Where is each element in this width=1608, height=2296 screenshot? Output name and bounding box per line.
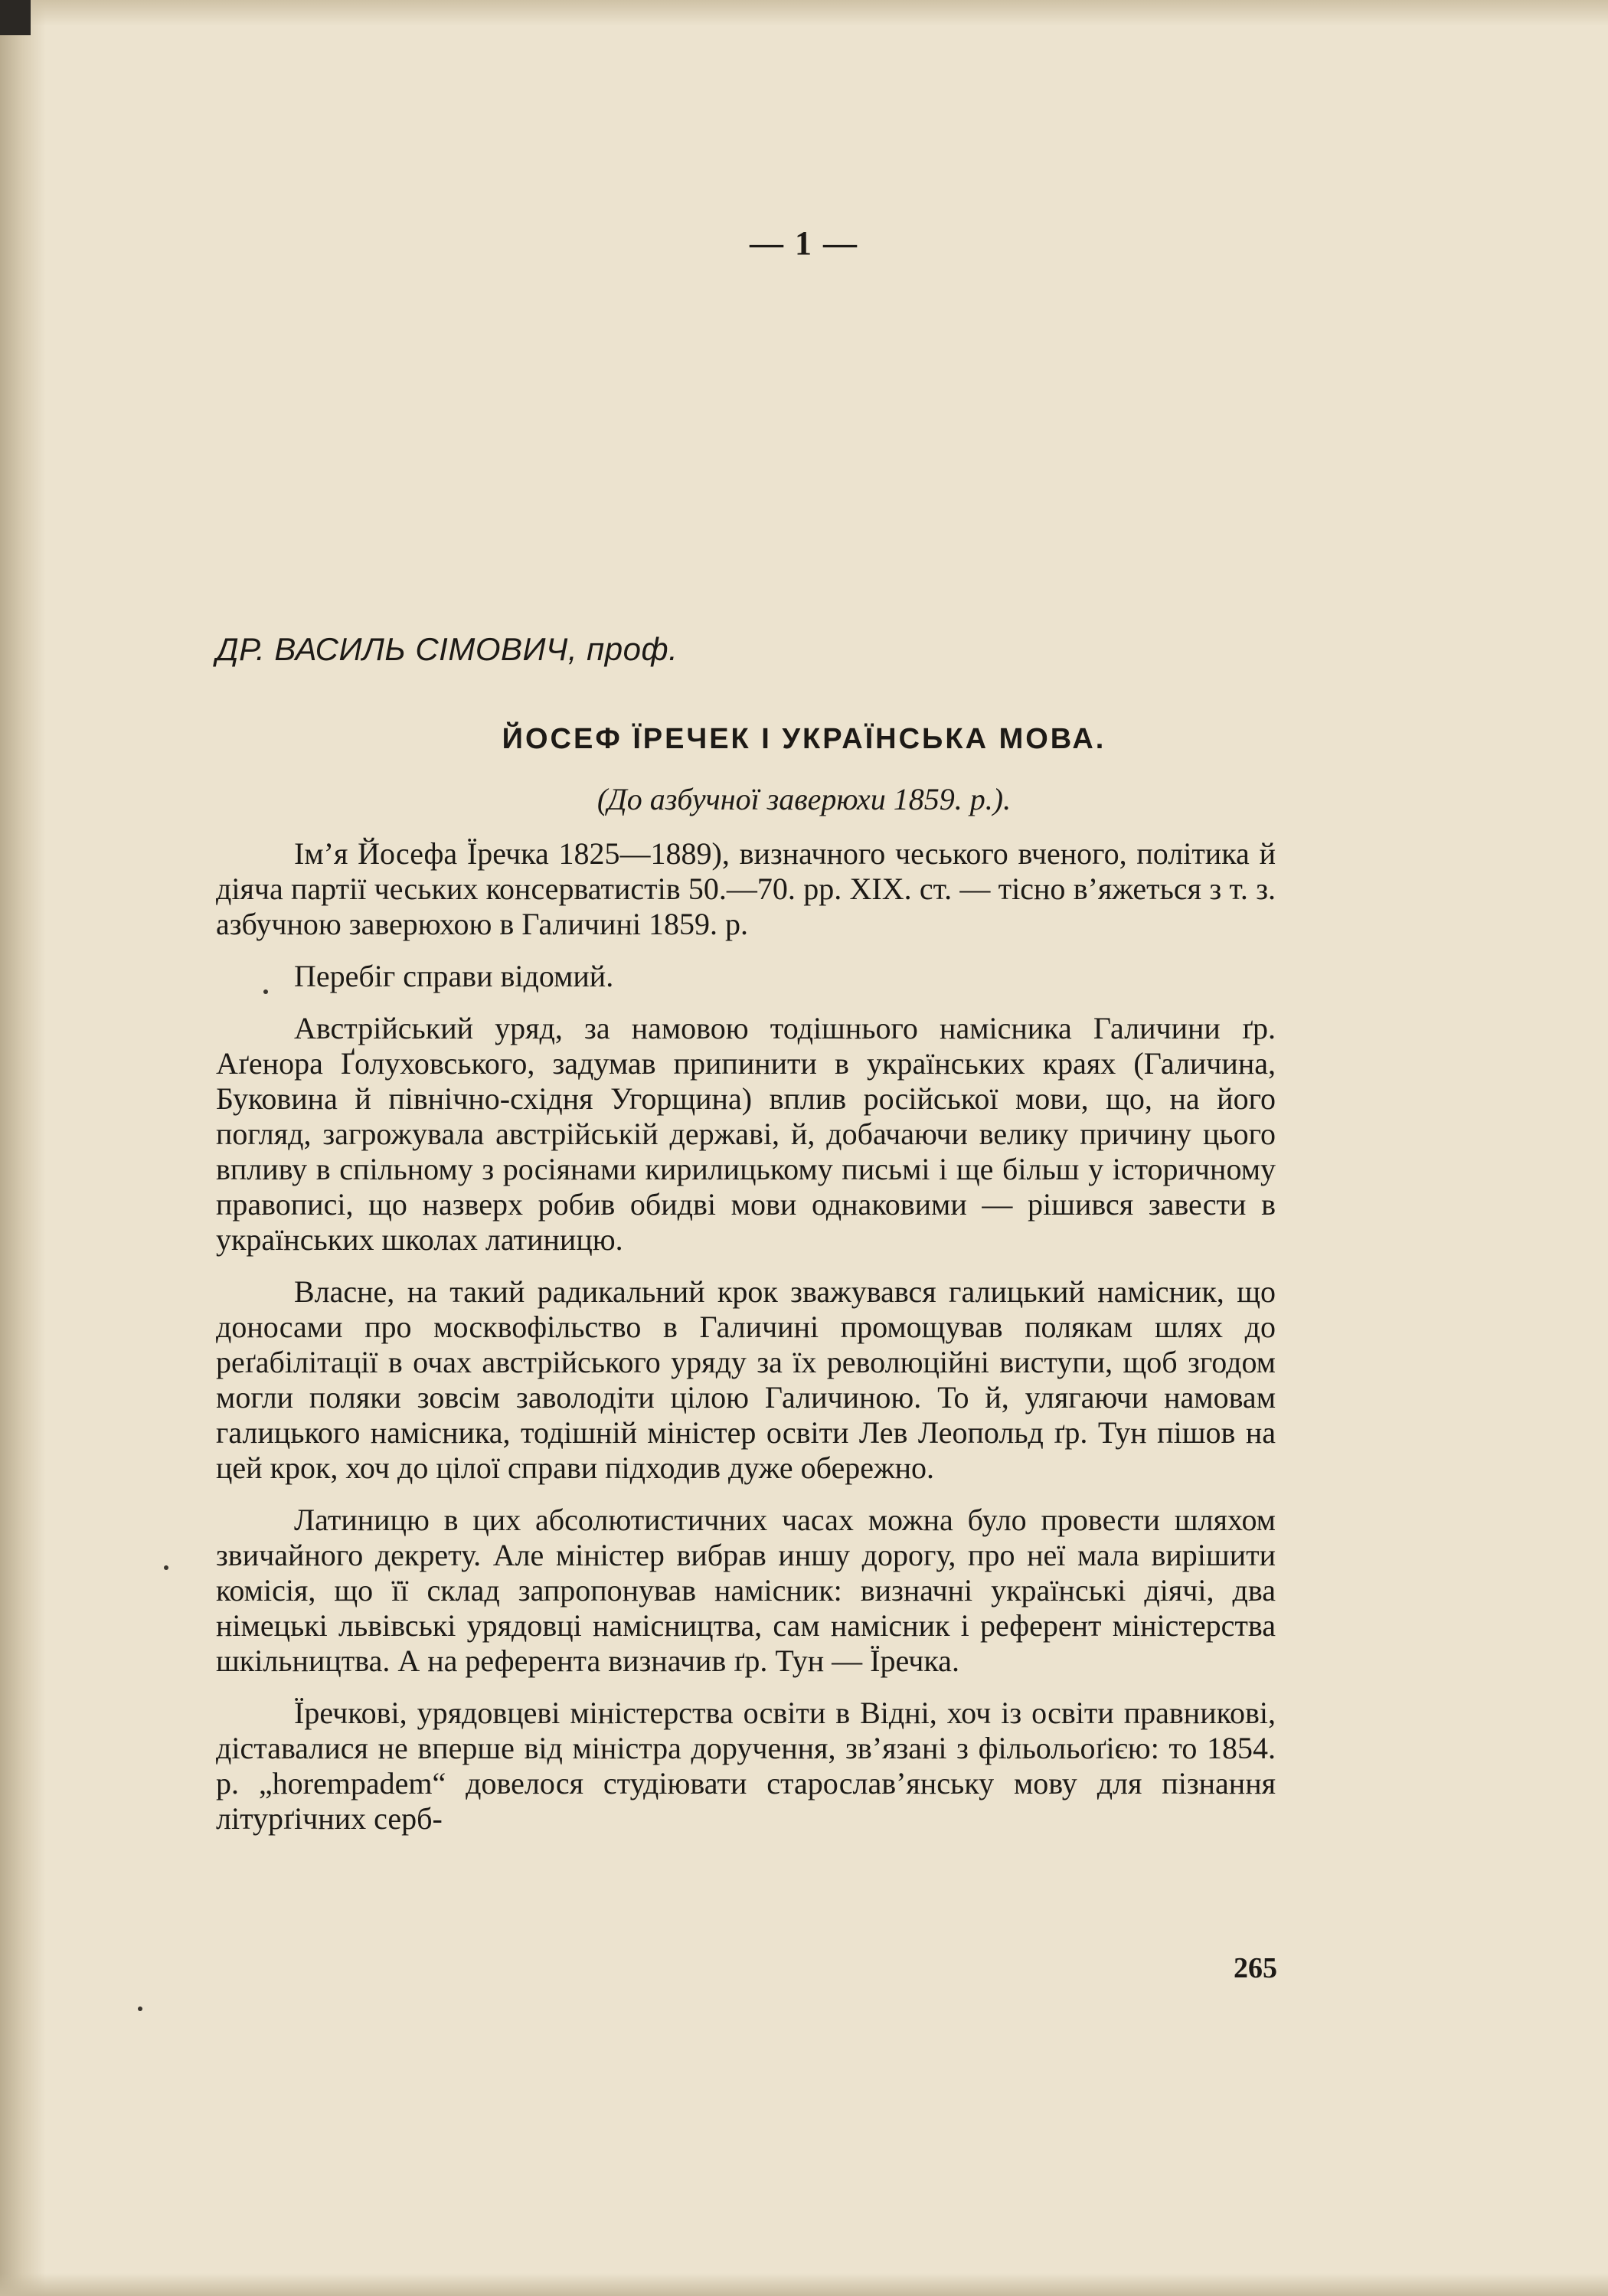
page-number: 265 xyxy=(1234,1952,1277,1984)
paragraph: Ім’я Йосефа Їречка 1825—1889), визначного чеського вченого, політика й діяча партії чеських консерватистів 50.—70. рр. XIX. ст. — тісно в’яжеться з т. з. азбучною заверюхою в Галичині 1859. р. xyxy=(216,836,1276,941)
section-marker: — 1 — xyxy=(750,224,858,262)
page-top-shadow xyxy=(0,0,1608,26)
article-body xyxy=(216,836,1276,1853)
page-edge-shadow xyxy=(0,0,46,2296)
ink-speck xyxy=(263,989,268,994)
author-line: ДР. ВАСИЛЬ СІМОВИЧ, проф. xyxy=(216,631,678,667)
article-subtitle: (До азбучної заверюхи 1859. р.). xyxy=(596,782,1012,816)
paragraph: Власне, на такий радикальний крок зважувався галицький намісник, що доносами про москвофільство в Галичині промощував полякам шлях до реґабілітації в очах австрійського уряду за їх революційні виступи, щоб згодом могли поляки зовсім заволодіти цілою Галичиною. То й, улягаючи намовам галицького намісника, тодішній міністер освіти Лев Леопольд ґр. Тун пішов на цей крок, хоч до цілої справи підходив дуже обережно. xyxy=(216,1274,1276,1485)
paragraph: Австрійський уряд, за намовою тодішнього намісника Галичини ґр. Аґенора Ґолуховського, задумав припинити в українських краях (Галичина, Буковина й північно-східня Угорщина) вплив російської мови, що, на його погляд, загрожувала австрійській державі, й, добачаючи велику причину цього впливу в спільному з росіянами кирилицькому письмі і ще більш у історичному правописі, що назверх робив обидві мови однаковими — рішився завести в українських школах латиницю. xyxy=(216,1011,1276,1257)
scan-corner-mark xyxy=(0,0,31,35)
ink-speck xyxy=(138,2007,142,2011)
paragraph: Перебіг справи відомий. xyxy=(294,959,614,993)
ink-speck xyxy=(164,1565,168,1570)
paragraph: Їречкові, урядовцеві міністерства освіти в Відні, хоч із освіти правникові, діставалися не вперше від міністра доручення, зв’язані з фільольоґією: то 1854. р. „horempadem“ довелося студіювати старослав’янську мову для пізнання літурґічних серб- xyxy=(216,1696,1276,1836)
article-title: ЙОСЕФ ЇРЕЧЕК І УКРАЇНСЬКА МОВА. xyxy=(502,723,1106,755)
page-bottom-shadow xyxy=(0,2273,1608,2296)
paragraph: Латиницю в цих абсолютистичних часах можна було провести шляхом звичайного декрету. Але міністер вибрав иншу дорогу, про неї мала вирішити комісія, що її склад запропонував намісник: визначні українські діячі, два німецькі львівські урядовці намісництва, сам намісник і референт міністерства шкільництва. А на референта визначив ґр. Тун — Їречка. xyxy=(216,1503,1276,1678)
